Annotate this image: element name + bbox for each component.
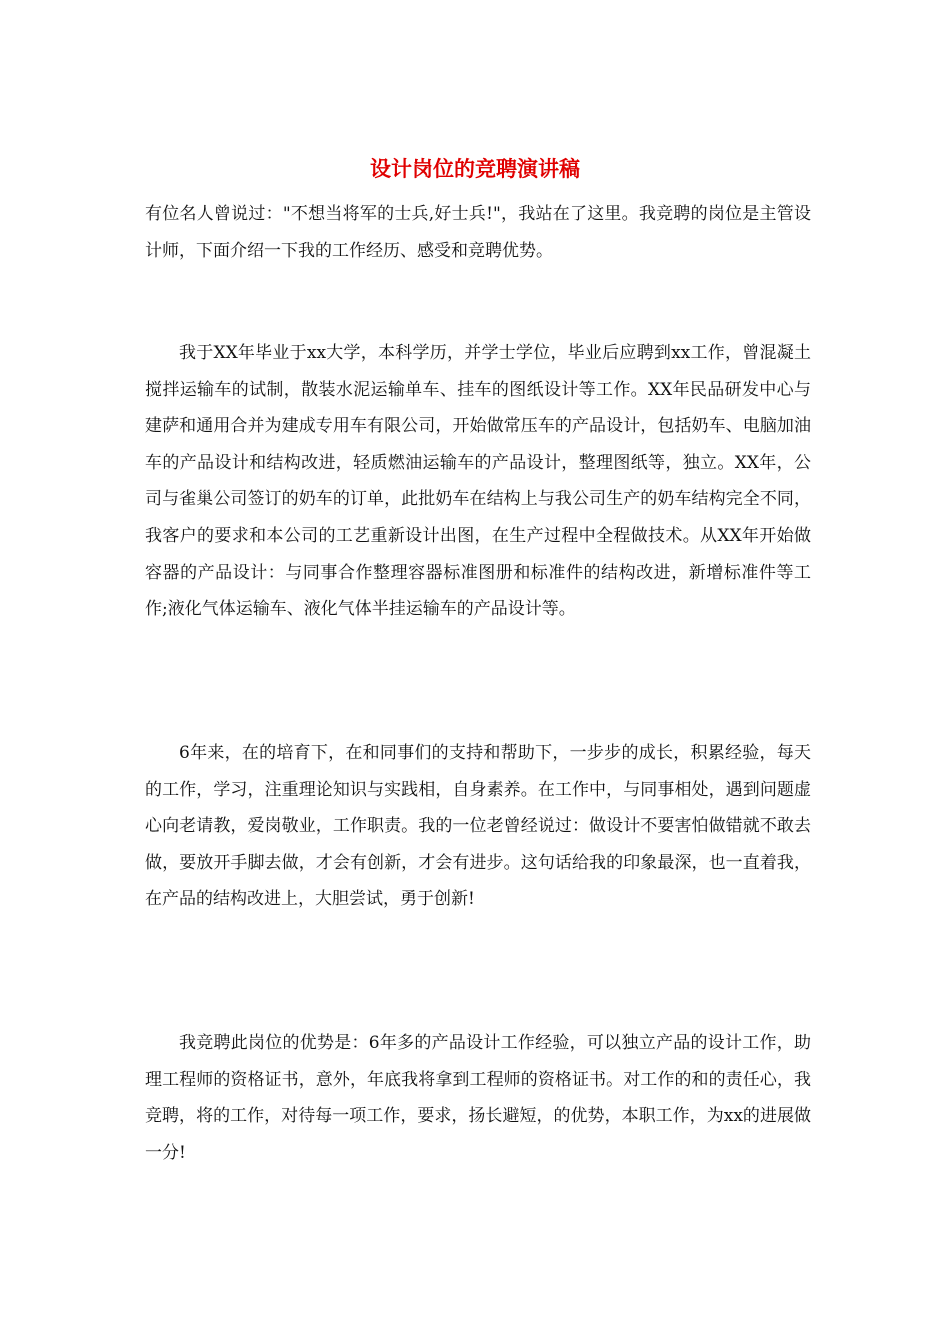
page-title: 设计岗位的竞聘演讲稿	[370, 156, 580, 181]
paragraph-growth: 6年来，在的培育下，在和同事们的支持和帮助下，一步步的成长，积累经验，每天的工作，学习，注重理论知识与实践相，自身素养。在工作中，与同事相处，遇到问题虚心向老请教，爱岗敬业，工作职责。我的一位老曾经说过：做设计不要害怕做错就不敢去做，要放开手脚去做，才会有创新，才会有进步。这句话给我的印象最深，也一直着我，在产品的结构改进上，大胆尝试，勇于创新!	[145, 743, 811, 910]
paragraph-advantages: 我竞聘此岗位的优势是：6年多的产品设计工作经验，可以独立产品的设计工作，助理工程师的资格证书，意外，年底我将拿到工程师的资格证书。对工作的和的责任心，我竞聘，将的工作，对待每一项工作，要求，扬长避短，的优势，本职工作，为xx的进展做一分!	[145, 1033, 811, 1163]
paragraph-work-experience: 我于XX年毕业于xx大学，本科学历，并学士学位，毕业后应聘到xx工作，曾混凝土搅拌运输车的试制，散装水泥运输单车、挂车的图纸设计等工作。XX年民品研发中心与建萨和通用合并为建成专用车有限公司，开始做常压车的产品设计，包括奶车、电脑加油车的产品设计和结构改进，轻质燃油运输车的产品设计，整理图纸等，独立。XX年，公司与雀巢公司签订的奶车的订单，此批奶车在结构上与我公司生产的奶车结构完全不同，我客户的要求和本公司的工艺重新设计出图，在生产过程中全程做技术。从XX年开始做容器的产品设计：与同事合作整理容器标准图册和标准件的结构改进，新增标准件等工作;液化气体运输车、液化气体半挂运输车的产品设计等。	[145, 343, 811, 620]
paragraph-intro: 有位名人曾说过："不想当将军的士兵,好士兵!"，我站在了这里。我竞聘的岗位是主管设计师，下面介绍一下我的工作经历、感受和竞聘优势。	[145, 204, 811, 261]
